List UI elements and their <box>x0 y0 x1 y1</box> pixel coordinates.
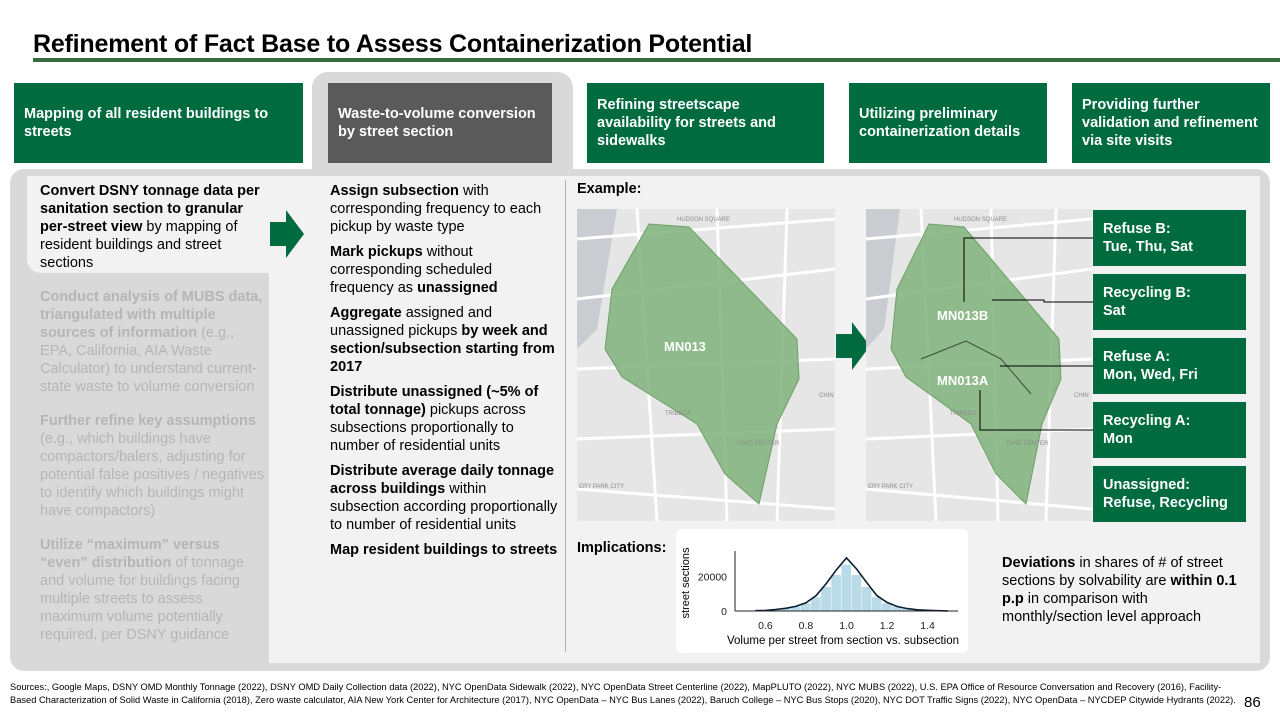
histogram-bar <box>872 597 882 611</box>
legend-unassigned: Unassigned: Refuse, Recycling <box>1093 466 1246 522</box>
place-label: HUDSON SQUARE <box>677 217 731 223</box>
section-label-mn013: MN013 <box>664 339 706 354</box>
place-label: CIVIC CENTER <box>737 441 780 447</box>
place-label: CHIN <box>819 393 834 399</box>
y-tick-label: 0 <box>721 606 727 618</box>
middle-steps <box>330 182 558 566</box>
tab-streetscape[interactable]: Refining streetscape availability for streets and sidewalks <box>587 83 824 163</box>
place-label: CIVIC CENTER <box>1006 441 1049 447</box>
legend-recycling-b: Recycling B: Sat <box>1093 274 1246 330</box>
step-mubs-analysis: Conduct analysis of MUBS data, triangulated with multiple sources of information (e.g., EPA, California, AIA Waste Calculator) to understand current-state waste to volume conversion <box>40 289 263 395</box>
histogram-bar <box>811 597 821 611</box>
step-distribute-tonnage: Distribute average daily tonnage across buildings within subsection according proportionally to number of residential units <box>330 463 558 533</box>
step-max-distribution: Utilize “maximum” versus “even” distribution of tonnage and volume for buildings facing multiple streets to assess maximum volume potentially required, per DSNY guidance <box>40 537 244 643</box>
y-axis-label: street sections <box>680 547 692 619</box>
step-convert-tonnage: Convert DSNY tonnage data per sanitation section to granular per-street view by mapping of resident buildings and street sections <box>40 183 260 271</box>
step-refine-assumptions: Further refine key assumptions (e.g., which buildings have compactors/balers, adjusting for potential false positives / negatives to identify which buildings might have compactors) <box>40 413 265 519</box>
map-mn013 <box>577 209 835 521</box>
histogram-bar <box>821 587 831 611</box>
page-title: Refinement of Fact Base to Assess Containerization Potential <box>33 30 753 58</box>
y-tick-label: 20000 <box>697 571 727 584</box>
place-label: TRIBECA <box>950 411 977 417</box>
histogram-bar <box>841 565 851 611</box>
tab-waste-to-volume[interactable]: Waste-to-volume conversion by street section <box>328 83 552 163</box>
x-tick-label: 1.2 <box>879 620 895 632</box>
place-label: TRIBECA <box>665 411 692 417</box>
x-tick-label: 1.0 <box>839 620 854 632</box>
legend-refuse-a: Refuse A: Mon, Wed, Fri <box>1093 338 1246 394</box>
arrow-right-icon <box>270 210 304 258</box>
tab-containerization[interactable]: Utilizing preliminary containerization details <box>849 83 1047 163</box>
legend-recycling-a: Recycling A: Mon <box>1093 402 1246 458</box>
x-tick-label: 0.8 <box>798 620 814 632</box>
step-map-buildings: Map resident buildings to streets <box>330 542 558 558</box>
x-tick-label: 0.6 <box>758 620 773 632</box>
x-tick-label: 1.4 <box>920 620 935 632</box>
deviation-note: Deviations in shares of # of street sections by solvability are within 0.1 p.p in comparison with monthly/section level approach <box>1002 555 1237 625</box>
title-underline <box>33 58 1280 62</box>
step-aggregate: Aggregate assigned and unassigned pickups by week and section/subsection starting from 2017 <box>330 305 555 375</box>
legend-connectors <box>960 230 1100 440</box>
x-axis-label: Volume per street from section vs. subsection <box>727 635 960 647</box>
place-label: CHIN <box>1074 393 1089 399</box>
arrow-right-icon <box>836 322 870 370</box>
tab-mapping-buildings[interactable]: Mapping of all resident buildings to streets <box>14 83 303 163</box>
column-divider <box>565 180 566 652</box>
sources-footnote: Sources:, Google Maps, DSNY OMD Monthly Tonnage (2022), DSNY OMD Daily Collection data (2022), NYC OpenData Sidewalk (2022), NYC OpenData Street Centerline (2022), MapPLUTO (2022), NYC MUBS (2022), U.S. EPA Office of Resource Conversation and Recovery (2016), Facility-Based Characterization of Solid Waste in California (2018), Zero waste calculator, AIA New York Center for Architecture (2017), NYC OpenData – NYC Bus Lanes (2022), Baruch College – NYC Bus Stops (2020), NYC DOT Traffic Signs (2022), NYC OpenData – NYCDEP Citywide Hydrants (2022). <box>10 682 1236 705</box>
histogram-bar <box>862 587 872 611</box>
histogram-bar <box>831 575 841 611</box>
place-label: ERY PARK CITY <box>579 484 625 490</box>
step-assign-subsection: Assign subsection with corresponding frequency to each pickup by waste type <box>330 183 542 235</box>
step-distribute-unassigned: Distribute unassigned (~5% of total tonnage) pickups across subsections proportionally to number of residential units <box>330 384 539 454</box>
page-number: 86 <box>1244 694 1261 711</box>
step-mark-pickups: Mark pickups without corresponding scheduled frequency as unassigned <box>330 244 498 296</box>
place-label: ERY PARK CITY <box>868 484 914 490</box>
histogram-bar <box>852 575 862 611</box>
implications-label: Implications: <box>577 540 667 556</box>
legend-refuse-b: Refuse B: Tue, Thu, Sat <box>1093 210 1246 266</box>
example-label: Example: <box>577 181 642 197</box>
tab-validation[interactable]: Providing further validation and refinement via site visits <box>1072 83 1270 163</box>
section-label-mn013a: MN013A <box>937 373 989 388</box>
section-label-mn013b: MN013B <box>937 308 989 323</box>
place-label: HUDSON SQUARE <box>954 217 1008 223</box>
left-steps <box>40 182 268 660</box>
